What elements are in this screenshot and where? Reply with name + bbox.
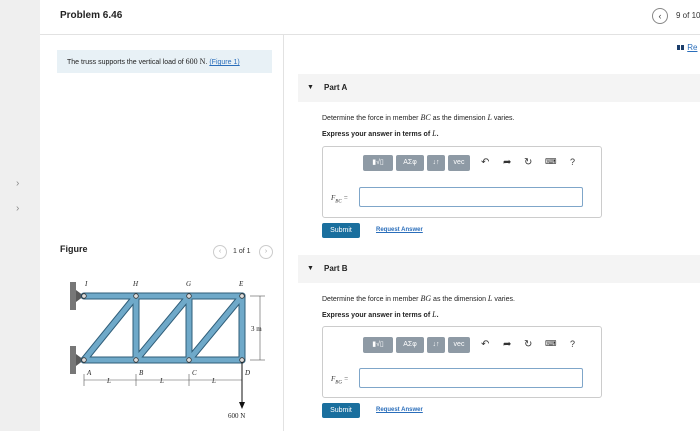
redo-icon[interactable]: ➦ <box>503 339 512 350</box>
part-a-question <box>322 113 515 122</box>
span-label-l: L <box>212 377 216 385</box>
node-label-d: D <box>245 369 251 377</box>
express-text: . <box>436 131 439 138</box>
help-icon[interactable]: ? <box>570 157 576 167</box>
part-b-answer-input[interactable] <box>359 368 583 388</box>
height-label: 3 m <box>251 325 262 333</box>
greek-button[interactable]: ΑΣφ <box>396 337 424 353</box>
express-var: L <box>432 129 437 138</box>
answer-variable-label <box>331 194 348 204</box>
part-b-request-answer-link[interactable]: Request Answer <box>376 407 423 413</box>
express-text: Express your answer in terms of <box>322 312 433 319</box>
reset-icon[interactable]: ↻ <box>524 339 533 350</box>
answer-variable-label <box>331 375 348 385</box>
question-text: Determine the force in member <box>322 115 421 122</box>
figure-label: Figure <box>60 244 88 254</box>
question-text: Determine the force in member <box>322 296 421 303</box>
intro-text-before: The truss supports the vertical load of <box>67 59 186 66</box>
upper-wall-support <box>70 282 76 310</box>
left-gutter <box>0 0 40 431</box>
part-a-header[interactable] <box>298 74 700 102</box>
intro-load: 600 N <box>185 57 206 66</box>
math-toolbar <box>323 147 601 168</box>
matrix-button[interactable]: ▮√▯ <box>363 337 393 353</box>
chevron-right-icon[interactable]: › <box>259 245 273 259</box>
node-label-g: G <box>186 280 192 288</box>
keyboard-icon[interactable]: ⌨ <box>545 157 557 166</box>
page-indicator: 9 of 10 <box>676 11 700 20</box>
truss-figure <box>60 268 275 428</box>
matrix-button[interactable]: ▮√▯ <box>363 155 393 171</box>
node-label-b: B <box>139 369 144 377</box>
part-a-request-answer-link[interactable]: Request Answer <box>376 227 423 233</box>
panel-divider <box>283 35 284 431</box>
chevron-left-icon[interactable]: ‹ <box>652 8 668 24</box>
collapse-triangle-icon[interactable]: ▼ <box>307 84 314 91</box>
member-name: BC <box>420 113 431 122</box>
node-label-h: H <box>133 280 139 288</box>
question-text: varies. <box>491 115 515 122</box>
part-a-express <box>322 129 439 138</box>
updown-button[interactable]: ↓↑ <box>427 155 445 171</box>
vec-button[interactable]: vec <box>448 337 470 353</box>
undo-icon[interactable]: ↶ <box>481 157 490 168</box>
part-a-submit-button[interactable]: Submit <box>322 223 360 238</box>
express-text: . <box>436 312 439 319</box>
part-b-title: Part B <box>324 264 348 273</box>
variable-subscript: BG <box>335 380 342 386</box>
truss-members-fill <box>84 296 242 360</box>
node-label-c: C <box>192 369 197 377</box>
undo-icon[interactable]: ↶ <box>481 339 490 350</box>
span-label-l: L <box>160 377 164 385</box>
greek-button[interactable]: ΑΣφ <box>396 155 424 171</box>
intro-text-after: . <box>205 59 210 66</box>
express-var: L <box>432 310 437 319</box>
variable-subscript: BC <box>335 199 342 205</box>
chevron-left-icon[interactable]: ‹ <box>213 245 227 259</box>
collapse-triangle-icon[interactable]: ▼ <box>307 265 314 272</box>
dimension-var: L <box>487 113 492 122</box>
lower-wall-support <box>70 346 76 374</box>
math-toolbar <box>323 327 601 350</box>
intro-text <box>67 57 240 66</box>
help-icon[interactable]: ? <box>570 339 576 349</box>
express-text: Express your answer in terms of <box>322 131 433 138</box>
node-label-e: E <box>239 280 244 288</box>
node-label-i: I <box>85 280 88 288</box>
question-text: as the dimension <box>430 115 488 122</box>
expand-arrow-icon[interactable]: › <box>16 178 20 189</box>
question-text: as the dimension <box>431 296 488 303</box>
member-name: BG <box>420 294 432 303</box>
expand-arrow-icon[interactable]: › <box>16 203 20 214</box>
part-b-header[interactable] <box>298 255 700 283</box>
variable-letter: F <box>331 194 336 202</box>
reset-icon[interactable]: ↻ <box>524 157 533 168</box>
span-label-l: L <box>107 377 111 385</box>
part-b-question <box>322 294 515 303</box>
part-a-answer-box <box>322 146 602 218</box>
part-a-answer-input[interactable] <box>359 187 583 207</box>
variable-letter: F <box>331 375 336 383</box>
figure-counter: 1 of 1 <box>233 248 251 255</box>
equals-sign: = <box>341 194 349 202</box>
problem-title: Problem 6.46 <box>60 10 123 21</box>
question-text: varies. <box>492 296 515 303</box>
updown-button[interactable]: ↓↑ <box>427 337 445 353</box>
dimension-var: L <box>487 294 493 303</box>
part-b-submit-button[interactable]: Submit <box>322 403 360 418</box>
figure-link[interactable]: (Figure 1) <box>209 59 240 66</box>
part-b-express <box>322 310 439 319</box>
part-a-title: Part A <box>324 83 348 92</box>
vec-button[interactable]: vec <box>448 155 470 171</box>
part-b-answer-box <box>322 326 602 398</box>
redo-icon[interactable]: ➦ <box>503 157 512 168</box>
node-label-a: A <box>87 369 92 377</box>
review-link-label: Re <box>687 43 698 52</box>
keyboard-icon[interactable]: ⌨ <box>545 339 557 348</box>
header-divider <box>40 34 700 35</box>
load-label: 600 N <box>228 412 246 420</box>
equals-sign: = <box>341 375 349 383</box>
review-link[interactable] <box>677 43 697 52</box>
